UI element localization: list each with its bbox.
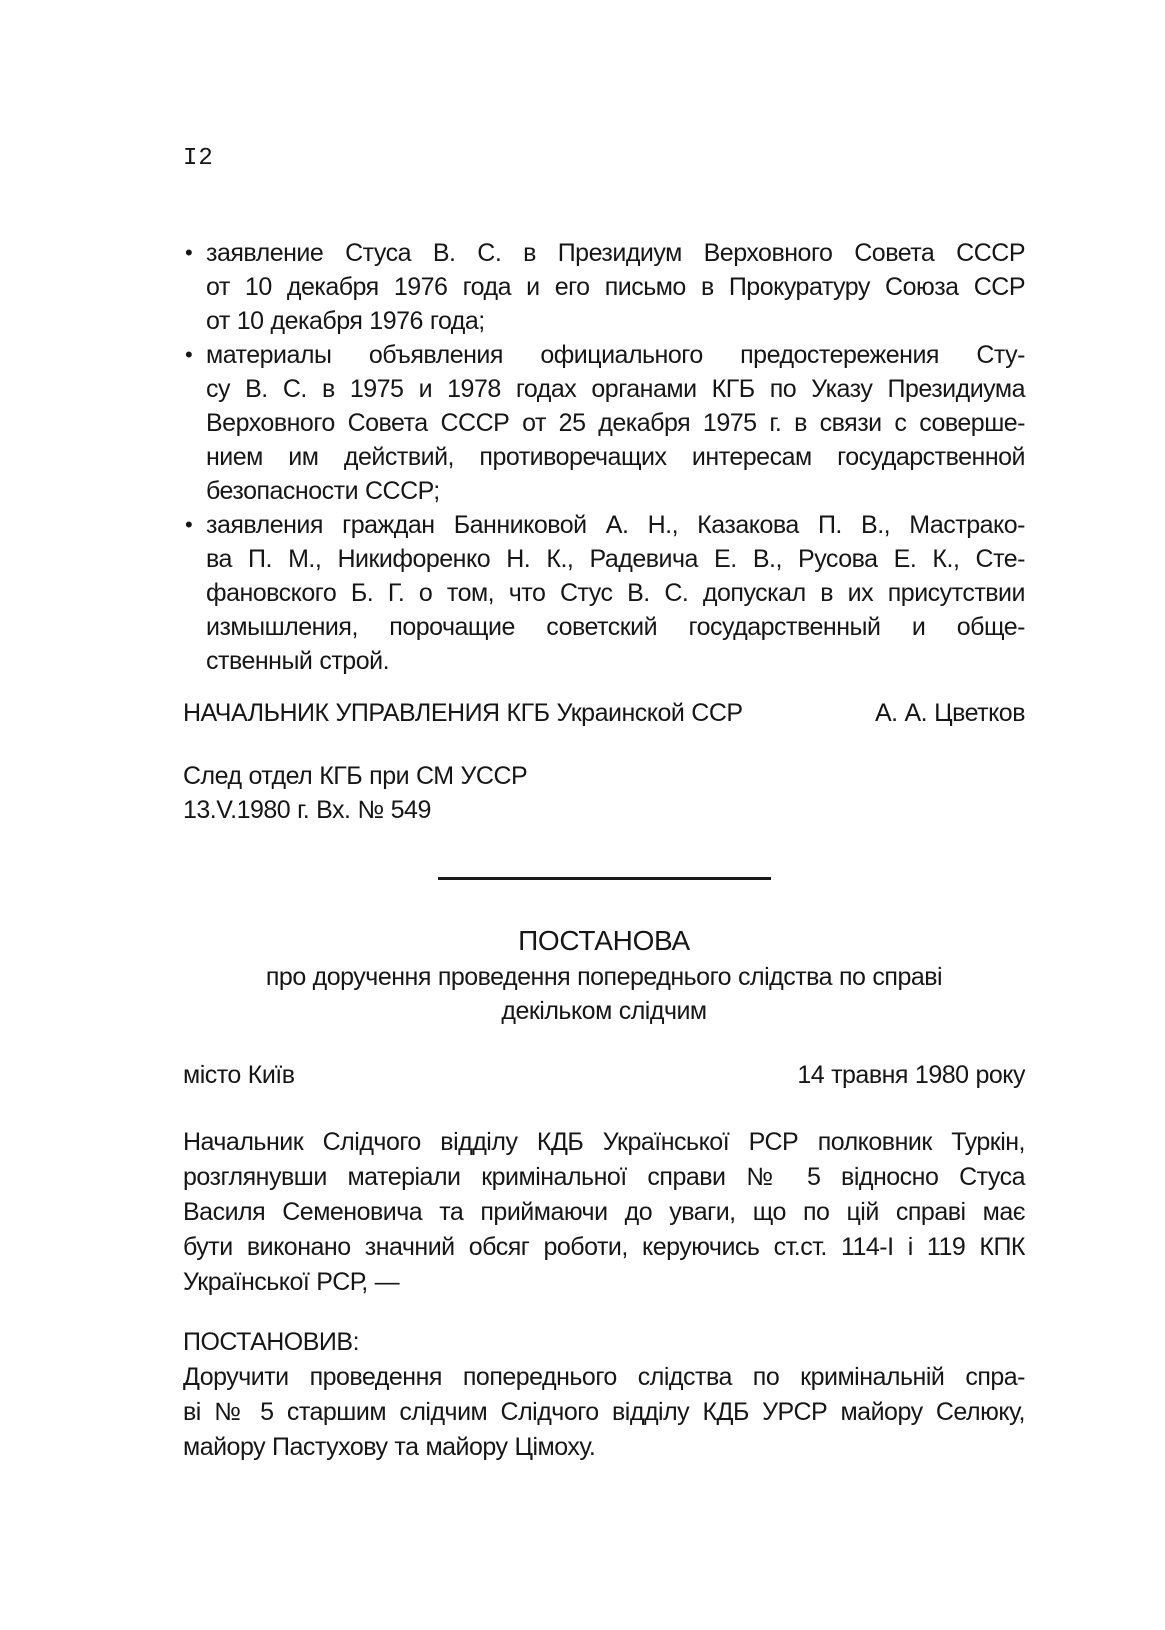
bullet-icon: •: [185, 240, 193, 265]
signature-title: НАЧАЛЬНИК УПРАВЛЕНИЯ КГБ Украинской ССР: [183, 699, 743, 727]
body-line: розглянувши матеріали кримінальної справи № 5 відносно Стуса: [183, 1163, 1025, 1191]
signature-name: А. А. Цветков: [874, 699, 1025, 727]
bullet-icon: •: [185, 342, 193, 367]
list-item-line: измышления, порочащие советский государственный и обще-: [206, 613, 1025, 641]
body-line: бути виконано значний обсяг роботи, керуючись ст.ст. 114-І і 119 КПК: [183, 1233, 1025, 1261]
list-item-line: безопасности СССР;: [206, 477, 440, 505]
decision-block: [183, 1325, 1025, 1465]
resolution-subtitle: [183, 960, 1025, 1028]
list-item: [183, 338, 1025, 508]
section-divider: [438, 877, 771, 880]
list-item-line: Верховного Совета СССР от 25 декабря 1975 г. в связи с соверше-: [206, 409, 1025, 437]
decision-line: Доручити проведення попереднього слідства по кримінальній спра-: [183, 1363, 1025, 1391]
place-date-row: [183, 1058, 1025, 1093]
resolution-body: [183, 1125, 1025, 1300]
list-item-line: ственный строй.: [206, 647, 390, 675]
list-item-line: заявление Стуса В. С. в Президиум Верховного Совета СССР: [206, 239, 1025, 267]
list-item-line: от 10 декабря 1976 года;: [206, 307, 485, 335]
list-item-line: фановского Б. Г. о том, что Стус В. С. допускал в их присутствии: [206, 579, 1025, 607]
list-item-line: от 10 декабря 1976 года и его письмо в Прокуратуру Союза ССР: [206, 273, 1025, 301]
resolution-subtitle-line: про доручення проведення попереднього слідства по справі: [265, 963, 943, 991]
resolution-subtitle-line: декільком слідчим: [501, 997, 707, 1025]
bullet-icon: •: [185, 512, 193, 537]
page-number: I2: [183, 145, 214, 172]
decision-line: майору Пастухову та майору Цімоху.: [183, 1433, 596, 1461]
list-item-line: ва П. М., Никифоренко Н. К., Радевича Е. В., Русова Е. К., Сте-: [206, 545, 1025, 573]
body-line: Начальник Слідчого відділу КДБ Української РСР полковник Туркін,: [183, 1128, 1025, 1156]
list-item-line: су В. С. в 1975 и 1978 годах органами КГБ по Указу Президиума: [206, 375, 1025, 403]
list-item: [183, 236, 1025, 338]
resolution-title: ПОСТАНОВА: [518, 925, 690, 956]
list-item-line: нием им действий, противоречащих интересам государственной: [206, 443, 1025, 471]
decision-line: ві № 5 старшим слідчим Слідчого відділу КДБ УРСР майору Селюку,: [183, 1398, 1025, 1426]
place-label: місто Київ: [183, 1061, 295, 1089]
body-line: Василя Семеновича та приймаючи до уваги, що по цій справі має: [183, 1198, 1025, 1226]
date-label: 14 травня 1980 року: [797, 1061, 1025, 1089]
body-line: Української РСР, —: [183, 1268, 400, 1296]
note-line-department: След отдел КГБ при СМ УССР: [183, 762, 528, 790]
list-item-line: материалы объявления официального предостережения Сту-: [206, 341, 1025, 369]
list-item-line: заявления граждан Банниковой А. Н., Казакова П. В., Мастрако-: [206, 511, 1025, 539]
evidence-list: [183, 236, 1025, 678]
registration-note: [183, 759, 1025, 827]
note-line-date-number: 13.V.1980 г. Вх. № 549: [183, 796, 431, 824]
list-item: [183, 508, 1025, 678]
signature-row: [183, 696, 1025, 731]
decision-heading: ПОСТАНОВИВ:: [183, 1328, 360, 1356]
